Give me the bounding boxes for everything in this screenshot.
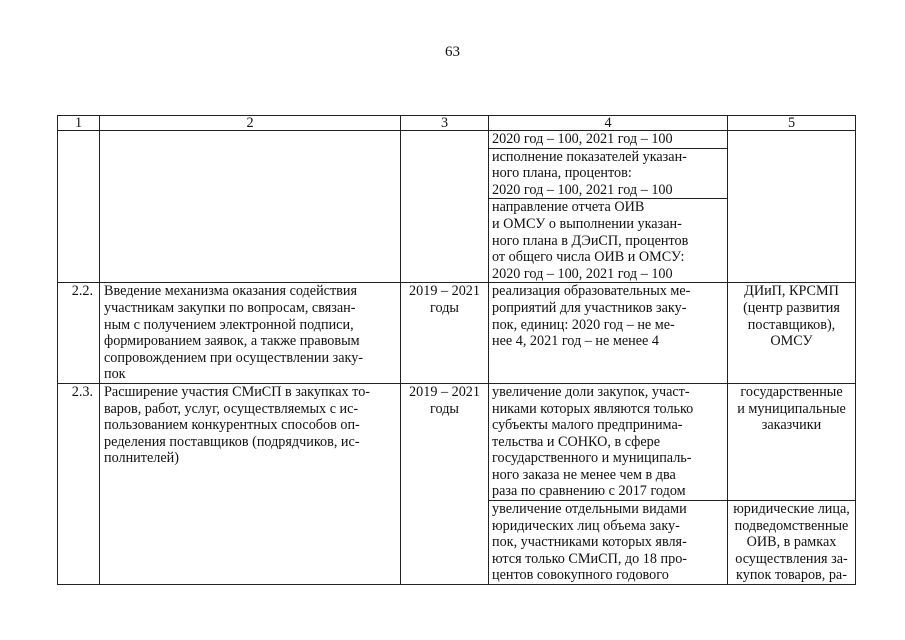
term-text: 2019 – 2021 годы xyxy=(401,383,489,584)
row-number: 2.2. xyxy=(58,283,100,384)
row-number xyxy=(58,131,100,283)
indicator-text: реализация образовательных ме- роприятий для участников заку- пок, единиц: 2020 год – не ме- нее 4, 2021 год – не менее 4 xyxy=(489,283,728,384)
row-number: 2.3. xyxy=(58,383,100,584)
header-cell: 4 xyxy=(489,116,728,131)
term-text xyxy=(401,131,489,283)
header-cell: 2 xyxy=(100,116,401,131)
table-row xyxy=(58,283,856,384)
indicator-text: исполнение показателей указан- ного плана, процентов: 2020 год – 100, 2021 год – 100 xyxy=(489,148,728,199)
table-row xyxy=(58,383,856,500)
header-cell: 1 xyxy=(58,116,100,131)
table-row xyxy=(58,131,856,149)
header-cell: 5 xyxy=(728,116,856,131)
executor-text xyxy=(728,131,856,283)
table-header-row xyxy=(58,116,856,131)
measure-text: Введение механизма оказания содействия участникам закупки по вопросам, связан- ным с получением электронной подписи, формированием заявок, а также правовым сопровождением при осуществлении заку- пок xyxy=(100,283,401,384)
indicator-text: 2020 год – 100, 2021 год – 100 xyxy=(489,131,728,149)
header-cell: 3 xyxy=(401,116,489,131)
plan-table xyxy=(57,115,856,585)
page-number: 63 xyxy=(445,44,460,60)
indicator-text: увеличение отдельными видами юридических лиц объема заку- пок, участниками которых явля- ются только СМиСП, до 18 про- центов совокупного годового xyxy=(489,501,728,585)
indicator-text: увеличение доли закупок, участ- никами которых являются только субъекты малого предпринима- тельства и СОНКО, в сфере государственного и муниципаль- ного заказа не менее чем в два раза по сравнению с 2017 годом xyxy=(489,383,728,500)
term-text: 2019 – 2021 годы xyxy=(401,283,489,384)
indicator-text: направление отчета ОИВ и ОМСУ о выполнении указан- ного плана в ДЭиСП, процентов от общего числа ОИВ и ОМСУ: 2020 год – 100, 2021 год – 100 xyxy=(489,199,728,283)
executor-text: ДИиП, КРСМП (центр развития поставщиков), ОМСУ xyxy=(728,283,856,384)
executor-text: государственные и муниципальные заказчики xyxy=(728,383,856,500)
measure-text: Расширение участия СМиСП в закупках то- варов, работ, услуг, осуществляемых с ис- пользованием конкурентных способов оп- ределения поставщиков (подрядчиков, ис- полнителей) xyxy=(100,383,401,584)
executor-text: юридические лица, подведомственные ОИВ, в рамках осуществления за- купок товаров, ра- xyxy=(728,501,856,585)
measure-text xyxy=(100,131,401,283)
